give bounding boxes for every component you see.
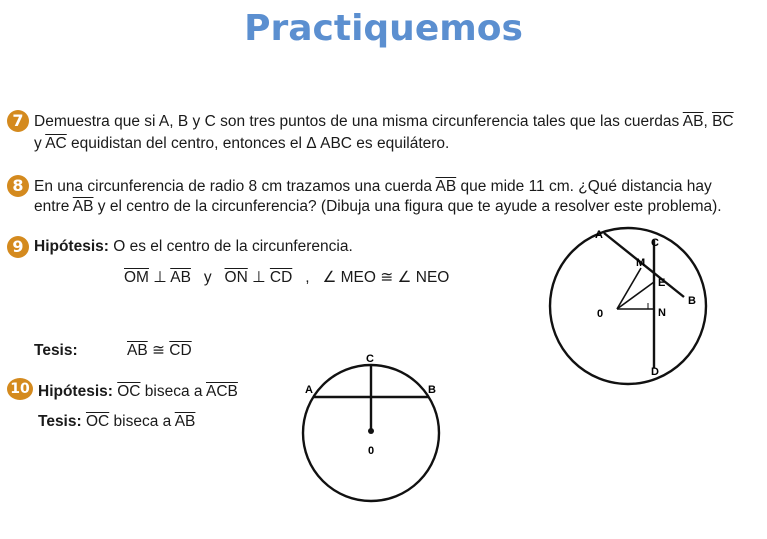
- segment-ab: $\overline{AB}$: [174, 413, 196, 430]
- label-e: E: [658, 277, 666, 289]
- label-c: C: [366, 353, 374, 365]
- problem-7-number: 7: [7, 110, 29, 132]
- problem-10-hypothesis: [38, 382, 238, 402]
- problem-8-text: y el centro de la circunferencia? (Dibuja una figura que te ayude a resolver este problema).: [93, 198, 722, 215]
- segment-on: $\overline{ON}$: [224, 269, 248, 286]
- problem-9-thesis: [34, 341, 78, 361]
- angle-congruence: ∠ MEO ≅ ∠ NEO: [322, 269, 450, 286]
- perpendicular-symbol: ⊥: [148, 269, 171, 286]
- problem-7-text: y: [34, 135, 46, 152]
- problem-8-text: En una circunferencia de radio 8 cm trazamos una cuerda: [34, 178, 436, 195]
- problem-8-line-2: [34, 197, 722, 217]
- problem-10-text: biseca a: [109, 413, 175, 430]
- segment-om: [617, 268, 641, 309]
- segment-cd: $\overline{CD}$: [169, 342, 192, 359]
- thesis-label: Tesis:: [34, 342, 78, 359]
- figure-problem-9: [540, 222, 750, 392]
- label-b: B: [428, 384, 436, 396]
- label-c: C: [651, 237, 659, 249]
- label-b: B: [688, 295, 696, 307]
- problem-7-text: Demuestra que si A, B y C son tres puntos de una misma circunferencia tales que las cuerdas: [34, 113, 683, 130]
- problem-8-number: 8: [7, 175, 29, 197]
- center-point: [368, 428, 374, 434]
- conjunction: y: [203, 269, 212, 286]
- label-o: 0: [368, 445, 375, 457]
- segment-bc: $\overline{BC}$: [712, 113, 734, 130]
- label-n: N: [658, 307, 666, 319]
- problem-9-thesis-statement: [127, 341, 192, 361]
- problem-8-text: que mide 11 cm. ¿Qué distancia hay: [456, 178, 712, 195]
- problem-8-line-1: [34, 177, 712, 197]
- segment-ab: $\overline{AB}$: [72, 198, 94, 215]
- congruence-symbol: ≅: [147, 342, 170, 359]
- problem-10-text: biseca a: [140, 383, 206, 400]
- problem-7-line-2: [34, 134, 449, 154]
- label-d: D: [651, 366, 659, 378]
- label-a: A: [305, 384, 313, 396]
- segment-cd: $\overline{CD}$: [269, 269, 293, 286]
- problem-7-text: equidistan del centro, entonces el Δ ABC es equilátero.: [66, 135, 450, 152]
- hypothesis-label: Hipótesis:: [34, 238, 109, 255]
- problem-10-number: 10: [7, 378, 33, 400]
- label-m: M: [636, 257, 646, 269]
- segment-om: $\overline{OM}$: [124, 269, 149, 286]
- segment-ab: $\overline{AB}$: [435, 178, 457, 195]
- problem-10-thesis: [38, 412, 195, 432]
- problem-8-text: entre: [34, 198, 73, 215]
- perpendicular-symbol: ⊥: [247, 269, 270, 286]
- separator: ,: [703, 113, 713, 130]
- separator: ,: [305, 269, 310, 286]
- problem-9-number: 9: [7, 236, 29, 258]
- problem-9-hypothesis: [34, 237, 353, 257]
- arc-acb: $\overline{ACB}$: [206, 383, 238, 400]
- segment-oc: $\overline{OC}$: [85, 413, 110, 430]
- figure-problem-10: [296, 346, 446, 506]
- segment-oc: $\overline{OC}$: [117, 383, 141, 400]
- segment-ac: $\overline{AC}$: [45, 135, 67, 152]
- segment-ab: $\overline{AB}$: [127, 342, 148, 359]
- segment-ab: $\overline{AB}$: [170, 269, 191, 286]
- thesis-label: Tesis:: [38, 413, 82, 430]
- problem-7-line-1: [34, 112, 734, 132]
- page-title: Practiquemos: [244, 8, 523, 49]
- hypothesis-text: O es el centro de la circunferencia.: [113, 238, 353, 255]
- label-o: 0: [597, 308, 604, 320]
- hypothesis-label: Hipótesis:: [38, 383, 113, 400]
- label-a: A: [595, 229, 603, 241]
- problem-9-relations: [124, 268, 449, 288]
- segment-ab: $\overline{AB}$: [682, 113, 704, 130]
